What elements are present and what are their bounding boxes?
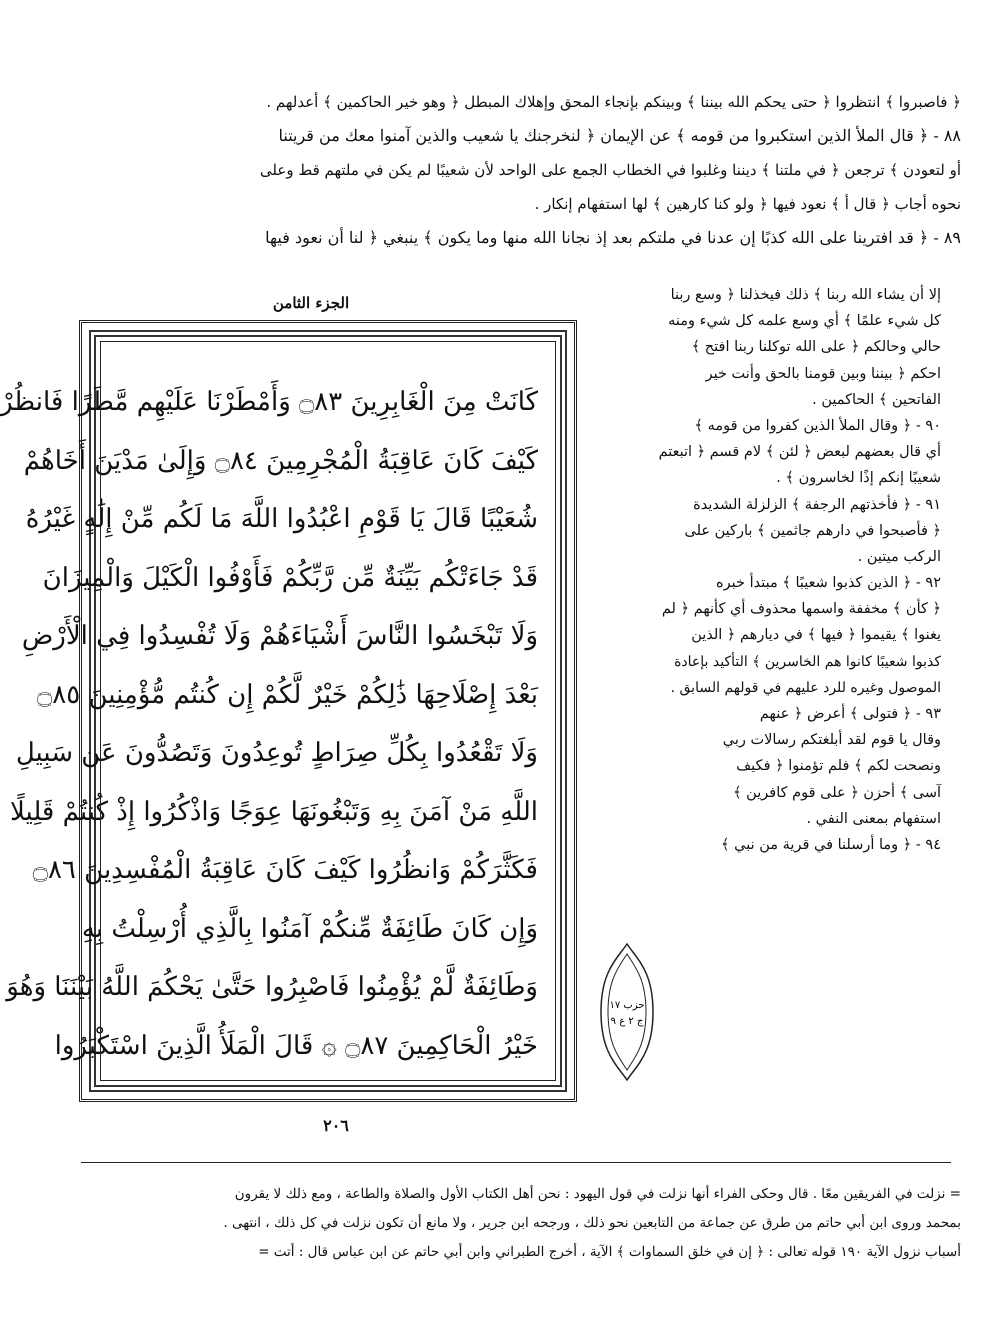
- quran-line: خَيْرُ الْحَاكِمِينَ ۝٨٧ ۞ قَالَ الْمَلَأُ الَّذِينَ اسْتَكْبَرُوا: [54, 1030, 538, 1061]
- commentary-line: استفهام بمعنى النفي .: [806, 810, 941, 827]
- footnote-line: = نزلت في الفريقين معًا . قال وحكى الفراء أنها نزلت في قول اليهود : نحن أهل الكتاب الأول والصلاة والطاعة ، ومع ذلك لا يقرون: [234, 1186, 961, 1202]
- commentary-line: ٩٢ - ﴿ الذين كذبوا شعيبًا ﴾ مبتدأ خبره: [716, 575, 941, 592]
- commentary-right-column: [571, 282, 941, 858]
- hizb-line-2: ج ٢ ع ٩: [610, 1016, 644, 1027]
- quran-line: قَدْ جَاءَتْكُم بَيِّنَةٌ مِّن رَّبِّكُمْ فَأَوْفُوا الْكَيْلَ وَالْمِيزَانَ: [42, 562, 538, 593]
- footnote-line: أسباب نزول الآية ١٩٠ قوله تعالى : ﴿ إن في خلق السماوات ﴾ الآية ، أخرج الطبراني وابن أبي حاتم عن ابن عباس قال : أتت =: [258, 1244, 961, 1260]
- commentary-line: كل شيء علمًا ﴾ أي وسع علمه كل شيء ومنه: [668, 313, 941, 330]
- commentary-line: حالي وحالكم ﴿ على الله توكلنا ربنا افتح ﴾: [691, 339, 941, 356]
- footnote-divider: [81, 1162, 951, 1163]
- commentary-line: آسى ﴾ أحزن ﴿ على قوم كافرين ﴾: [733, 784, 941, 801]
- hizb-marker: [598, 942, 656, 1082]
- commentary-line: وقال يا قوم لقد أبلغتكم رسالات ربي: [722, 732, 941, 749]
- page-number: ٢٠٦: [323, 1116, 349, 1135]
- commentary-line: احكم ﴿ بيننا وبين قومنا بالحق وأنت خير: [705, 365, 941, 382]
- commentary-line: ﴿ كأن ﴾ مخففة واسمها محذوف أي كأنهم ﴿ لم: [661, 601, 941, 618]
- commentary-line: يغنوا ﴾ يقيموا ﴿ فيها ﴾ في ديارهم ﴿ الذين: [691, 627, 941, 644]
- commentary-line: ﴿ فاصبروا ﴾ انتظروا ﴿ حتى يحكم الله بيننا ﴾ وبينكم بإنجاء المحق وإهلاك المبطل ﴿ وهو خير الحاكمين ﴾ أعدلهم .: [266, 93, 961, 111]
- commentary-line: ٨٨ - ﴿ قال الملأ الذين استكبروا من قومه ﴾ عن الإيمان ﴿ لنخرجنك يا شعيب والذين آمنوا معك من قريتنا: [278, 126, 961, 145]
- commentary-line: إلا أن يشاء الله ربنا ﴾ ذلك فيخذلنا ﴿ وسع ربنا: [670, 287, 941, 303]
- commentary-line: ٩٣ - ﴿ فتولى ﴾ أعرض ﴿ عنهم: [759, 706, 941, 722]
- commentary-line: ٩١ - ﴿ فأخذتهم الرجفة ﴾ الزلزلة الشديدة: [693, 496, 941, 513]
- quran-line: كَانَتْ مِنَ الْغَابِرِينَ ۝٨٣ وَأَمْطَرْنَا عَلَيْهِم مَّطَرًا فَانظُرْ: [0, 387, 538, 417]
- commentary-line: ٩٤ - ﴿ وما أرسلنا في قرية من نبي ﴾: [721, 836, 941, 853]
- quran-line: فَكَثَّرَكُمْ وَانظُرُوا كَيْفَ كَانَ عَاقِبَةُ الْمُفْسِدِينَ ۝٨٦: [32, 855, 538, 885]
- quran-text-panel: [0, 330, 567, 1092]
- commentary-top: [66, 85, 961, 255]
- commentary-line: ٩٠ - ﴿ وقال الملأ الذين كفروا من قومه ﴾: [694, 417, 941, 434]
- commentary-line: الفاتحين ﴾ الحاكمين .: [812, 391, 941, 408]
- quran-line: وَلَا تَقْعُدُوا بِكُلِّ صِرَاطٍ تُوعِدُونَ وَتَصُدُّونَ عَن سَبِيلِ: [15, 738, 538, 768]
- commentary-line: كذبوا شعيبًا كانوا هم الخاسرين ﴾ التأكيد بإعادة: [674, 653, 941, 670]
- quran-line: شُعَيْبًا قَالَ يَا قَوْمِ اعْبُدُوا اللَّهَ مَا لَكُم مِّنْ إِلَٰهٍ غَيْرُهُ: [25, 504, 538, 534]
- commentary-line: الركب ميتين .: [857, 548, 941, 565]
- quran-line: بَعْدَ إِصْلَاحِهَا ذَٰلِكُمْ خَيْرٌ لَّكُمْ إِن كُنتُم مُّؤْمِنِينَ ۝٨٥: [37, 679, 538, 710]
- commentary-line: شعيبًا إنكم إذًا لخاسرون ﴾ .: [776, 470, 941, 487]
- quran-line: وَطَائِفَةٌ لَّمْ يُؤْمِنُوا فَاصْبِرُوا حَتَّىٰ يَحْكُمَ اللَّهُ بَيْنَنَا وَهُوَ: [6, 972, 538, 1002]
- quran-text-frame: [0, 320, 577, 1102]
- commentary-line: ٨٩ - ﴿ قد افترينا على الله كذبًا إن عدنا في ملتكم بعد إذ نجانا الله منها وما يكون ﴾ ينبغي ﴿ لنا أن نعود فيها: [265, 228, 961, 247]
- quran-line: وَلَا تَبْخَسُوا النَّاسَ أَشْيَاءَهُمْ وَلَا تُفْسِدُوا فِي الْأَرْضِ: [21, 621, 538, 651]
- footnote-line: بمحمد وروى ابن أبي حاتم من طرق عن جماعة من التابعين نحو ذلك ، ورجحه ابن جرير ، ولا مانع أن تكون نزلت في كل ذلك ، انتهى .: [223, 1215, 961, 1231]
- commentary-line: نحوه أجاب ﴿ قال أ ﴾ نعود فيها ﴿ ولو كنا كارهين ﴾ لها استفهام إنكار .: [534, 195, 961, 213]
- commentary-line: الموصول وغيره للرد عليهم في قولهم السابق .: [670, 679, 941, 696]
- commentary-line: أو لتعودن ﴾ ترجعن ﴿ في ملتنا ﴾ ديننا وغلبوا في الخطاب الجمع على الواحد لأن شعيبًا لم يكن في ملتهم قط وعلى: [259, 161, 961, 179]
- commentary-line: أي قال بعضهم لبعض ﴿ لئن ﴾ لام قسم ﴿ اتبعتم: [658, 444, 941, 461]
- commentary-line: ﴿ فأصبحوا في دارهم جاثمين ﴾ باركين على: [684, 522, 941, 539]
- commentary-line: ونصحت لكم ﴾ فلم تؤمنوا ﴿ فكيف: [736, 758, 941, 775]
- quran-line: كَيْفَ كَانَ عَاقِبَةُ الْمُجْرِمِينَ ۝٨٤ وَإِلَىٰ مَدْيَنَ أَخَاهُمْ: [23, 445, 538, 476]
- quran-line: وَإِن كَانَ طَائِفَةٌ مِّنكُمْ آمَنُوا بِالَّذِي أُرْسِلْتُ بِهِ: [81, 913, 538, 944]
- footnotes: [66, 1180, 961, 1267]
- hizb-line-1: حزب ١٧: [609, 1000, 645, 1011]
- juz-header: الجزء الثامن: [272, 294, 350, 312]
- quran-line: اللَّهِ مَنْ آمَنَ بِهِ وَتَبْغُونَهَا عِوَجًا وَاذْكُرُوا إِذْ كُنتُمْ قَلِيلًا: [9, 796, 538, 827]
